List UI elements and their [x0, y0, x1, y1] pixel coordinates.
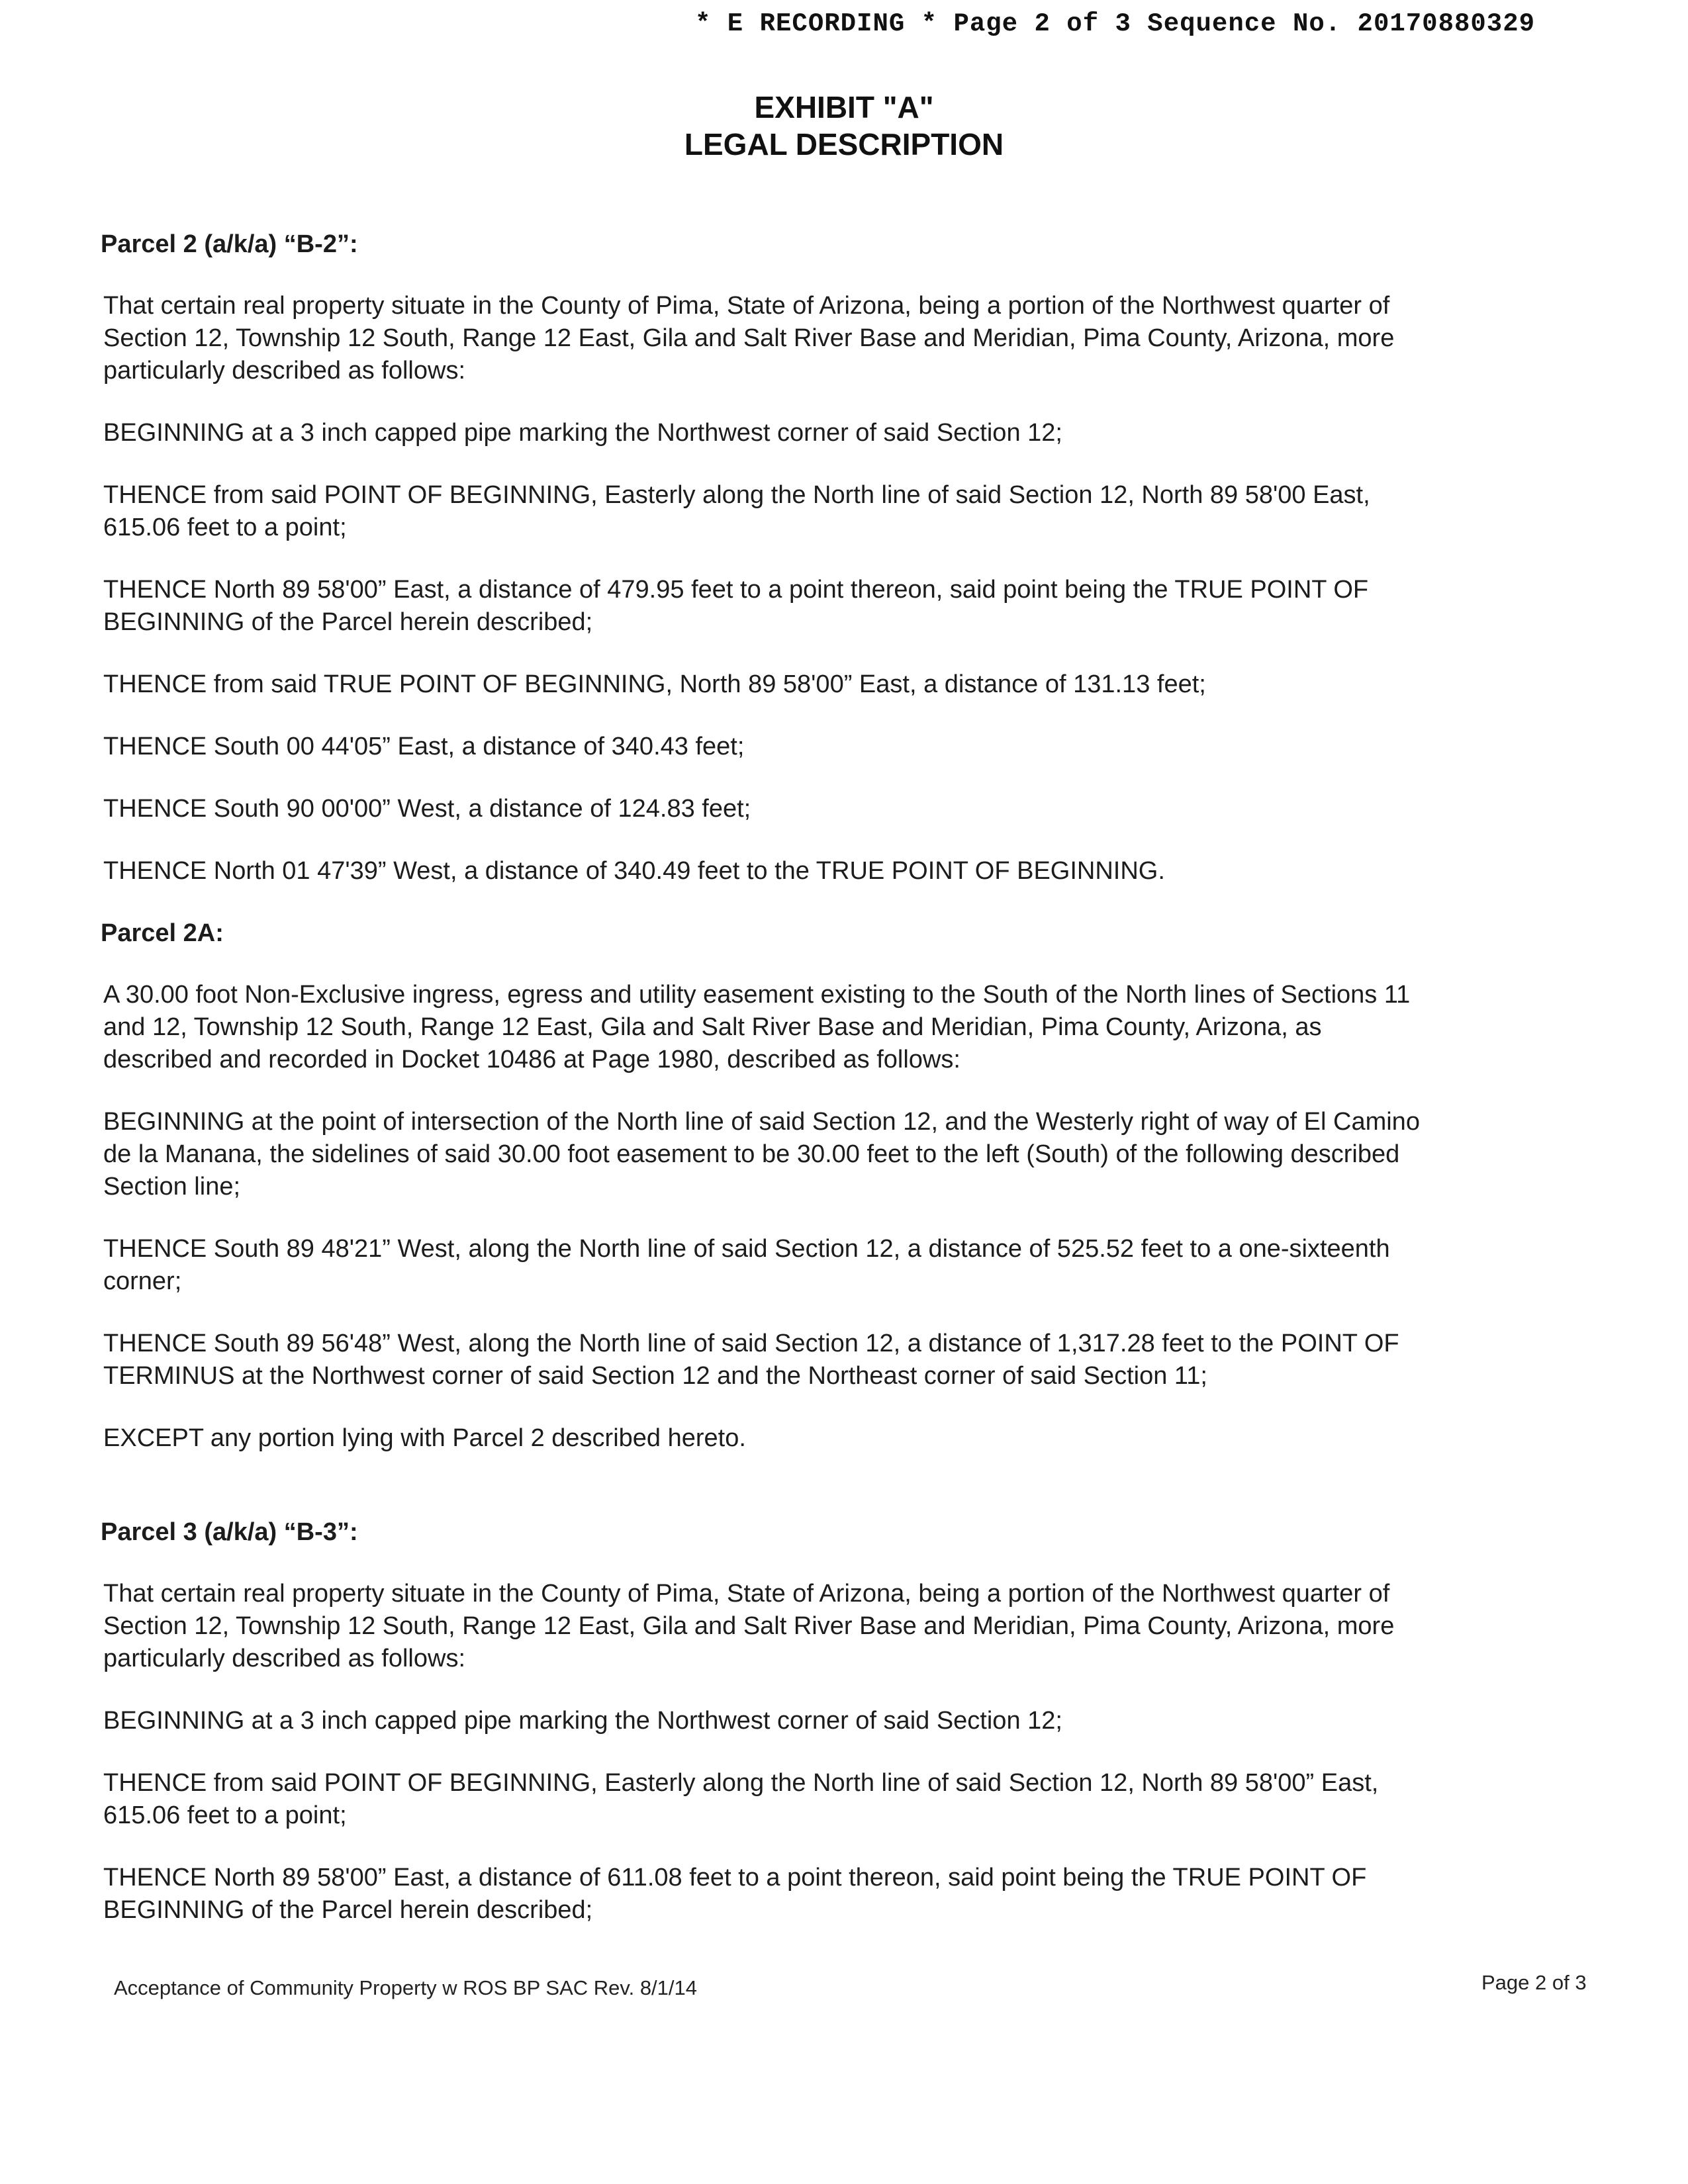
- exhibit-title: [0, 89, 1688, 163]
- parcel-2-paragraph: THENCE North 01 47'39” West, a distance of 340.49 feet to the TRUE POINT OF BEGINNING.: [103, 857, 1165, 885]
- parcel-2-paragraph: THENCE from said POINT OF BEGINNING, Easterly along the North line of said Section 12, North 89 58'00 East, 615.06 feet to a point;: [103, 481, 1370, 541]
- parcel-2a-paragraph: THENCE South 89 56'48” West, along the North line of said Section 12, a distance of 1,317.28 feet to the POINT OF TERMINUS at the Northwest corner of said Section 12 and the Northeast corner of said Section 11;: [103, 1330, 1399, 1390]
- parcel-2a-paragraph: A 30.00 foot Non-Exclusive ingress, egress and utility easement existing to the South of the North lines of Sections 11 and 12, Township 12 South, Range 12 East, Gila and Salt River Base and Meridian, Pima County, Arizona, as described and recorded in Docket 10486 at Page 1980, described as follows:: [103, 981, 1411, 1073]
- parcel-2-paragraph: THENCE from said TRUE POINT OF BEGINNING, North 89 58'00” East, a distance of 131.13 feet;: [103, 670, 1206, 698]
- parcel-2-paragraph: THENCE South 00 44'05” East, a distance of 340.43 feet;: [103, 733, 745, 760]
- parcel-2a-paragraph: EXCEPT any portion lying with Parcel 2 described hereto.: [103, 1424, 746, 1452]
- parcel-3-paragraph: That certain real property situate in the County of Pima, State of Arizona, being a portion of the Northwest quarter of Section 12, Township 12 South, Range 12 East, Gila and Salt River Base and Meridian, Pima County, Arizona, more particularly described as follows:: [103, 1580, 1395, 1672]
- parcel-3-heading: Parcel 3 (a/k/a) “B-3”:: [101, 1518, 358, 1546]
- parcel-3-paragraph: THENCE from said POINT OF BEGINNING, Easterly along the North line of said Section 12, North 89 58'00” East, 615.06 feet to a point;: [103, 1769, 1379, 1829]
- parcel-2-paragraph: THENCE South 90 00'00” West, a distance of 124.83 feet;: [103, 795, 751, 823]
- parcel-2-paragraph: That certain real property situate in the County of Pima, State of Arizona, being a portion of the Northwest quarter of Section 12, Township 12 South, Range 12 East, Gila and Salt River Base and Meridian, Pima County, Arizona, more particularly described as follows:: [103, 292, 1395, 385]
- parcel-2a-paragraph: THENCE South 89 48'21” West, along the North line of said Section 12, a distance of 525.52 feet to a one-sixteenth corner;: [103, 1235, 1390, 1295]
- exhibit-title-line: EXHIBIT "A": [754, 90, 934, 124]
- recording-header: * E RECORDING * Page 2 of 3 Sequence No. 20170880329: [695, 9, 1535, 38]
- parcel-3-paragraph: THENCE North 89 58'00” East, a distance of 611.08 feet to a point thereon, said point being the TRUE POINT OF BEGINNING of the Parcel herein described;: [103, 1864, 1367, 1924]
- footer-page-number: Page 2 of 3: [1481, 1971, 1587, 1994]
- footer-form-reference: Acceptance of Community Property w ROS BP SAC Rev. 8/1/14: [114, 1976, 698, 1999]
- parcel-2a-heading: Parcel 2A:: [101, 919, 224, 947]
- parcel-3-paragraph: BEGINNING at a 3 inch capped pipe marking the Northwest corner of said Section 12;: [103, 1707, 1062, 1735]
- parcel-2-paragraph: THENCE North 89 58'00” East, a distance of 479.95 feet to a point thereon, said point being the TRUE POINT OF BEGINNING of the Parcel herein described;: [103, 576, 1369, 636]
- parcel-2a-paragraph: BEGINNING at the point of intersection of the North line of said Section 12, and the Westerly right of way of El Camino de la Manana, the sidelines of said 30.00 foot easement to be 30.00 feet to the left (South) of the following described Section line;: [103, 1108, 1420, 1201]
- legal-description-body: [101, 228, 1425, 1956]
- section-spacer: [101, 1484, 1425, 1516]
- parcel-2-heading: Parcel 2 (a/k/a) “B-2”:: [101, 230, 358, 258]
- legal-description-title: LEGAL DESCRIPTION: [684, 127, 1004, 161]
- parcel-2-paragraph: BEGINNING at a 3 inch capped pipe marking the Northwest corner of said Section 12;: [103, 419, 1062, 447]
